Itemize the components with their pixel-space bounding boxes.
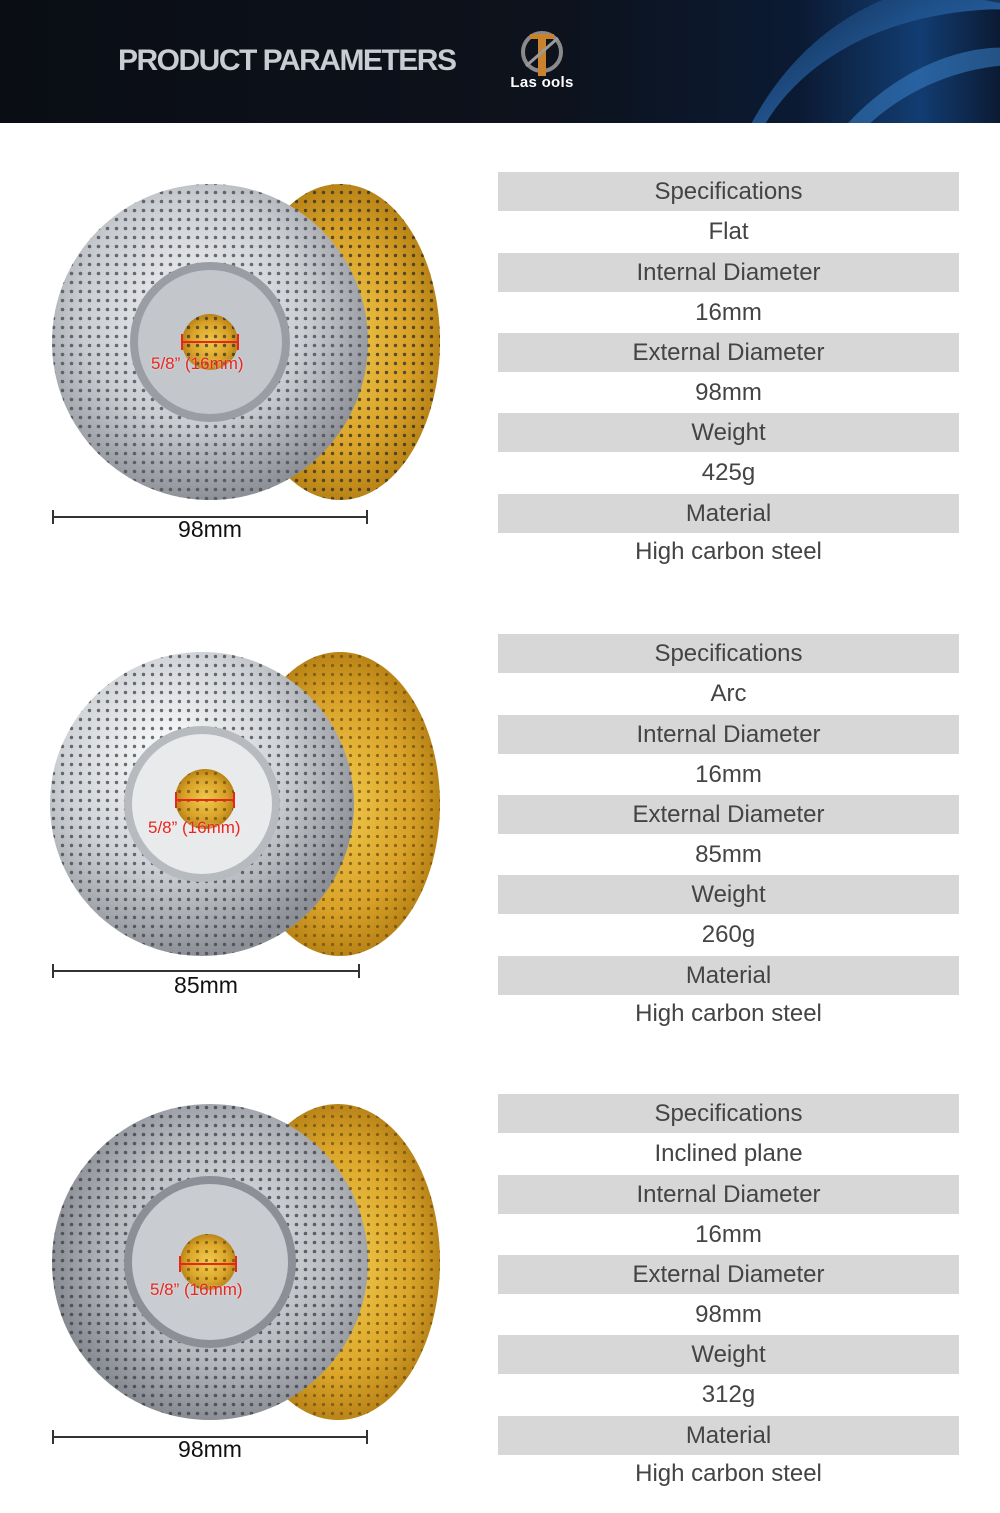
diameter-label: 98mm [178, 1436, 242, 1462]
spec-value-external-diameter: 98mm [498, 372, 959, 413]
spec-header-internal-diameter: Internal Diameter [498, 253, 959, 292]
bore-size-label: 5/8” (16mm) [150, 1280, 243, 1299]
spec-value-weight: 312g [498, 1374, 959, 1416]
spec-value-specifications: Inclined plane [498, 1133, 959, 1175]
spec-header-external-diameter: External Diameter [498, 795, 959, 834]
bore-size-label: 5/8” (16mm) [148, 818, 241, 837]
spec-value-external-diameter: 98mm [498, 1294, 959, 1335]
spec-value-internal-diameter: 16mm [498, 1214, 959, 1255]
brand-logo-text: Las ools [510, 74, 574, 91]
spec-value-weight: 260g [498, 914, 959, 956]
spec-header-material: Material [498, 1416, 959, 1455]
disc-illustration [40, 170, 460, 530]
spec-value-internal-diameter: 16mm [498, 292, 959, 333]
spec-header-weight: Weight [498, 875, 959, 914]
spec-header-material: Material [498, 494, 959, 533]
brand-logo [494, 30, 590, 92]
spec-value-material: High carbon steel [498, 995, 959, 1033]
spec-header-internal-diameter: Internal Diameter [498, 715, 959, 754]
blue-swirl-decoration [680, 0, 1000, 123]
spec-value-material: High carbon steel [498, 533, 959, 571]
spec-header-specifications: Specifications [498, 634, 959, 673]
product-flat [0, 170, 1000, 590]
spec-header-weight: Weight [498, 1335, 959, 1374]
spec-header-external-diameter: External Diameter [498, 1255, 959, 1294]
spec-table [498, 1094, 959, 1493]
spec-value-specifications: Arc [498, 673, 959, 715]
diameter-label: 85mm [174, 972, 238, 998]
diameter-label: 98mm [178, 516, 242, 542]
disc-illustration [40, 1094, 460, 1434]
spec-value-internal-diameter: 16mm [498, 754, 959, 795]
spec-header-specifications: Specifications [498, 1094, 959, 1133]
spec-table [498, 172, 959, 571]
product-inclined-plane [0, 1094, 1000, 1513]
disc-illustration [40, 634, 460, 974]
bore-size-label: 5/8” (16mm) [151, 354, 244, 373]
page-title: PRODUCT PARAMETERS [118, 44, 456, 77]
spec-table [498, 634, 959, 1033]
spec-header-external-diameter: External Diameter [498, 333, 959, 372]
spec-header-material: Material [498, 956, 959, 995]
spec-header-specifications: Specifications [498, 172, 959, 211]
product-arc [0, 634, 1000, 1054]
spec-value-specifications: Flat [498, 211, 959, 253]
spec-value-weight: 425g [498, 452, 959, 494]
spec-value-material: High carbon steel [498, 1455, 959, 1493]
spec-value-external-diameter: 85mm [498, 834, 959, 875]
header-banner [0, 0, 1000, 123]
spec-header-weight: Weight [498, 413, 959, 452]
spec-header-internal-diameter: Internal Diameter [498, 1175, 959, 1214]
